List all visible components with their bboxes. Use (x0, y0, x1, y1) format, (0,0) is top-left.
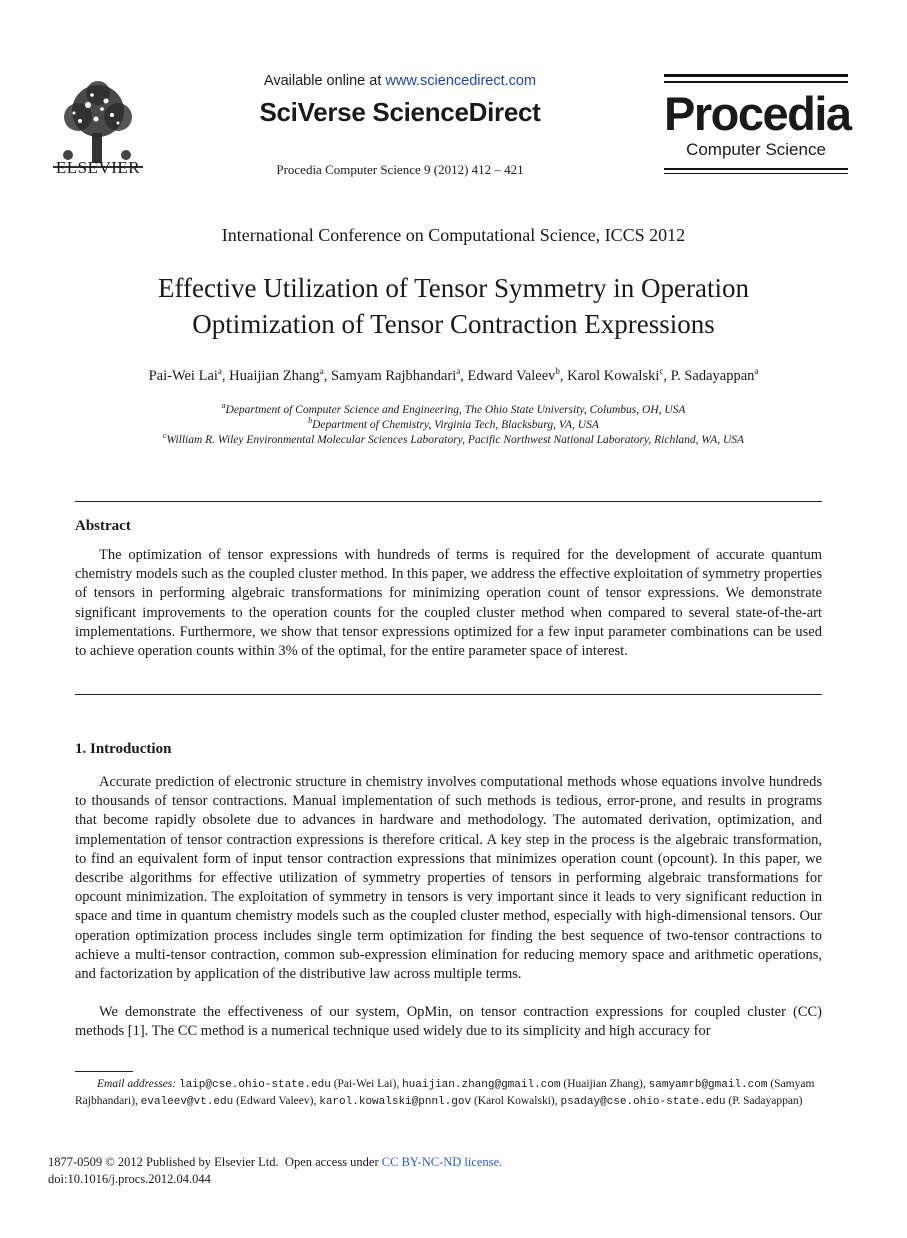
copyright-line (48, 1155, 502, 1170)
email-label: Email addresses: (97, 1078, 177, 1090)
author-list: Pai-Wei Lai$^a$, Huaijian Zhang$^a$, Samyam Rajbhandari$^a$, Edward Valeev$^b$, Karol Kowalski$^c$, P. Sadayappan$^a$ (148, 366, 759, 384)
author: Karol Kowalski$^c$ (567, 366, 664, 384)
paper-title (80, 270, 827, 342)
procedia-logo (664, 74, 851, 174)
open-access-text: Open access under (284, 1155, 382, 1169)
affiliation: $^b$Department of Chemistry, Virginia Tech, Blacksburg, VA, USA (308, 416, 599, 431)
available-prefix: Available online at (263, 73, 386, 89)
email-link[interactable]: huaijian.zhang@gmail.com (402, 1079, 561, 1091)
affiliation: $^c$William R. Wiley Environmental Molecular Sciences Laboratory, Pacific Northwest National Laboratory, Richland, WA, USA (162, 431, 745, 446)
doi: doi:10.1016/j.procs.2012.04.044 (48, 1172, 211, 1186)
license-link[interactable]: CC BY-NC-ND license. (381, 1155, 503, 1169)
procedia-title: Procedia (664, 87, 851, 140)
title-line-1: Effective Utilization of Tensor Symmetry in Operation (158, 273, 749, 303)
affiliation: $^a$Department of Computer Science and Engineering, The Ohio State University, Columbus, OH, USA (221, 401, 686, 416)
abstract-text: The optimization of tensor expressions with hundreds of terms is required for the development of accurate quantum chemistry models such as the coupled cluster method. In this paper, we address the effective exploitation of symmetry properties of tensors in performing algebraic transformations for minimizing operation count of tensor expressions. We demonstrate significant improvements to the operation counts for the coupled cluster method when compared to several state-of-the-art implementations. Furthermore, we show that tensor expressions optimized for a few input parameter combinations can be used to achieve operation counts within 3% of the optimal, for the entire parameter space of interest. (75, 547, 822, 660)
author: Samyam Rajbhandari$^a$ (331, 366, 461, 384)
copyright: 1877-0509 © 2012 Published by Elsevier Ltd. (48, 1155, 279, 1169)
email-link[interactable]: psaday@cse.ohio-state.edu (560, 1096, 726, 1108)
available-online (230, 73, 570, 89)
sciencedirect-link[interactable]: www.sciencedirect.com (385, 73, 537, 89)
procedia-rule-top2 (664, 81, 848, 83)
email-footnote: Email addresses: laip@cse.ohio-state.edu (Pai-Wei Lai), huaijian.zhang@gmail.com (Huaijian Zhang), samyamrb@gmail.com (Samyam Rajbhandari), evaleev@vt.edu (Edward Valeev), karol.kowalski@pnnl.gov (Karol Kowalski), psaday@cse.ohio-state.edu (P. Sadayappan) (75, 1078, 815, 1108)
abstract-rule-top (75, 501, 822, 502)
intro-paragraph-1: Accurate prediction of electronic structure in chemistry involves computational methods whose equations involve hundreds to thousands of tensor contractions. Manual implementation of such methods is tedious, error-prone, and results in programs that become rapidly obsolete due to advances in hardware and methodology. The automated derivation, optimization, and implementation of tensor contraction expressions is therefore critical. A key step in the process is the algebraic transformation, to find an equivalent form of input tensor contraction expressions that minimizes operation count (opcount). In this paper, we describe algorithms for effective utilization of symmetry properties of tensors in performing algebraic transformations for opcount minimization. The exploitation of symmetry in tensors is very important since it leads to very significant reduction in space and time in quantum chemistry models such as the coupled cluster method, especially with high-dimensional tensors. Our operation optimization process includes single term optimization for finding the best sequence of two-tensor contractions to achieve a multi-tensor contraction, common sub-expression elimination for reducing memory space and arithmetic operations, and factorization by application of the distributive law across multiple terms. (75, 774, 822, 983)
email-link[interactable]: samyamrb@gmail.com (648, 1079, 768, 1091)
elsevier-wordmark: ELSEVIER (55, 158, 141, 177)
author: P. Sadayappan$^a$ (670, 366, 759, 384)
intro-paragraph-2: We demonstrate the effectiveness of our system, OpMin, on tensor contraction expressions for coupled cluster (CC) methods [1]. The CC method is a numerical technique used widely due to its simplicity and high accuracy for (75, 1004, 822, 1040)
sciverse-logo: SciVerse ScienceDirect (259, 97, 541, 127)
email-link[interactable]: laip@cse.ohio-state.edu (178, 1079, 331, 1091)
journal-reference: Procedia Computer Science 9 (2012) 412 – 421 (276, 162, 524, 177)
email-link[interactable]: evaleev@vt.edu (140, 1096, 234, 1108)
abstract-rule-bottom (75, 694, 822, 695)
author: Huaijian Zhang$^a$ (229, 366, 324, 384)
footnote-rule (75, 1071, 133, 1072)
abstract-heading: Abstract (75, 518, 131, 534)
procedia-rule-top (664, 74, 848, 77)
conference-name: International Conference on Computational Science, ICCS 2012 (221, 225, 686, 245)
author: Edward Valeev$^b$ (467, 366, 560, 384)
title-line-2: Optimization of Tensor Contraction Expressions (192, 309, 715, 339)
section-heading-introduction: 1. Introduction (75, 741, 172, 757)
procedia-rule-bottom2 (664, 173, 848, 174)
author: Pai-Wei Lai$^a$ (148, 366, 222, 384)
procedia-subtitle: Computer Science (686, 140, 826, 159)
procedia-rule-bottom (664, 168, 848, 170)
email-link[interactable]: karol.kowalski@pnnl.gov (319, 1096, 472, 1108)
